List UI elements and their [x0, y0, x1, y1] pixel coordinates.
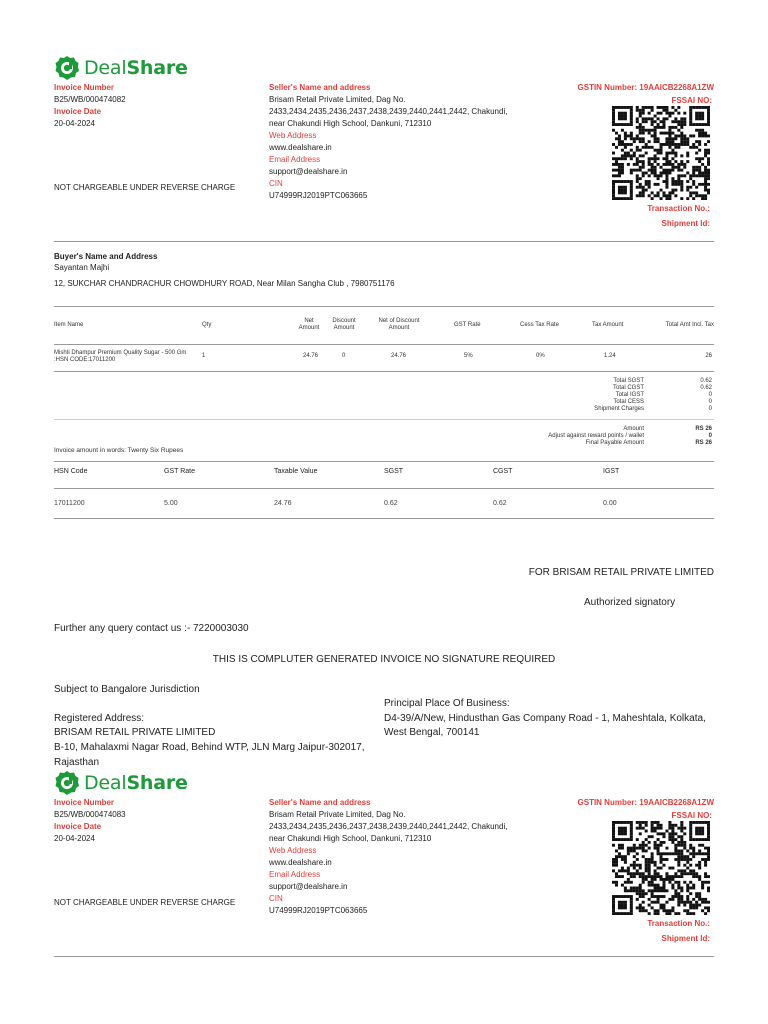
item-tax: 1.24 [604, 353, 616, 359]
col-header-cess-tax-rate: Cess Tax Rate [520, 322, 559, 328]
amount-label: Amount [623, 426, 644, 432]
total-sgst-value: 0.62 [700, 378, 712, 384]
col-header-net-of-discount: Net of Discount Amount [378, 318, 420, 331]
cin-number: U74999RJ2019PTC063665 [269, 906, 368, 915]
cin-label: CIN [269, 179, 283, 188]
item-cess: 0% [536, 353, 545, 359]
invoice-date: 20-04-2024 [54, 834, 95, 843]
dealshare-logo [54, 770, 188, 796]
reverse-charge-note: NOT CHARGEABLE UNDER REVERSE CHARGE [54, 898, 236, 907]
final-payable-value: RS 26 [695, 440, 712, 446]
seller-line2: 2433,2434,2435,2436,2437,2438,2439,2440,2441,2442, Chakundi, [269, 107, 508, 116]
seller-label: Seller's Name and address [269, 83, 371, 92]
hsn-igst: 0.00 [603, 500, 617, 507]
for-company: FOR BRISAM RETAIL PRIVATE LIMITED [528, 567, 714, 578]
item-gst-rate: 5% [464, 353, 473, 359]
dealshare-logo [54, 55, 188, 81]
divider [54, 461, 714, 462]
hsn-gst-rate: 5.00 [164, 500, 178, 507]
authorized-signatory: Authorized signatory [584, 597, 676, 608]
item-net-of-discount: 24.76 [391, 353, 407, 359]
item-qty: 1 [202, 353, 206, 359]
hsn-taxable-value: 24.76 [274, 500, 292, 507]
total-cess-label: Total CESS [613, 399, 644, 405]
shipment-charges-label: Shipment Charges [594, 406, 644, 412]
invoice-date: 20-04-2024 [54, 119, 95, 128]
col-header-tax-amount: Tax Amount [592, 322, 624, 328]
total-igst-label: Total IGST [615, 392, 644, 398]
principal-line1: D4-39/A/New, Hindusthan Gas Company Road - 1, Maheshtala, Kolkata, [384, 713, 706, 724]
buyer-address: 12, SUKCHAR CHANDRACHUR CHOWDHURY ROAD, Near Milan Sangha Club , 7980751176 [54, 279, 395, 288]
divider [54, 419, 714, 420]
buyer-label: Buyer's Name and Address [54, 252, 158, 261]
divider [54, 371, 714, 372]
email-label: Email Address [269, 870, 321, 879]
total-cess-value: 0 [708, 399, 712, 405]
fssai-number: FSSAI NO: [671, 811, 712, 820]
registered-line3: Rajasthan [54, 757, 100, 768]
registered-line2: B-10, Mahalaxmi Nagar Road, Behind WTP, JLN Marg Jaipur-302017, [54, 742, 365, 753]
shipment-id: Shipment Id: [661, 934, 710, 943]
gstin-number: GSTIN Number: 19AAICB2268A1ZW [577, 798, 714, 807]
amount-in-words: Invoice amount in words: Twenty Six Rupees [54, 447, 184, 454]
query-contact: Further any query contact us :- 7220003030 [54, 623, 249, 634]
hsn-cgst: 0.62 [493, 500, 507, 507]
dealshare-logo-icon [54, 770, 80, 796]
hsn-col-header-gst-rate: GST Rate [164, 468, 195, 475]
dealshare-logo-icon [54, 55, 80, 81]
gstin-number: GSTIN Number: 19AAICB2268A1ZW [577, 83, 714, 92]
divider [54, 306, 714, 307]
principal-place-label: Principal Place Of Business: [384, 698, 510, 709]
seller-line1: Brisam Retail Private Limited, Dag No. [269, 810, 406, 819]
item-discount: 0 [342, 353, 346, 359]
hsn-sgst: 0.62 [384, 500, 398, 507]
col-header-gst-rate: GST Rate [454, 322, 481, 328]
hsn-col-header-sgst: SGST [384, 468, 404, 475]
divider [54, 956, 714, 957]
cin-label: CIN [269, 894, 283, 903]
item-total: 26 [705, 353, 712, 359]
final-payable-label: Final Payable Amount [585, 440, 644, 446]
item-name: Mishti Dhampur Premium Quality Sugar - 500 Gm [54, 350, 187, 356]
web-address[interactable]: www.dealshare.in [269, 858, 332, 867]
divider [54, 241, 714, 242]
invoice-number-label: Invoice Number [54, 798, 115, 807]
item-hsn: :HSN CODE:17011200 [54, 357, 116, 363]
qr-code [612, 821, 710, 915]
email-label: Email Address [269, 155, 321, 164]
total-sgst-label: Total SGST [613, 378, 644, 384]
invoice-date-label: Invoice Date [54, 107, 102, 116]
web-label: Web Address [269, 846, 317, 855]
col-header-net-amount: Net Amount [298, 318, 320, 331]
email-address[interactable]: support@dealshare.in [269, 167, 348, 176]
seller-label: Seller's Name and address [269, 798, 371, 807]
col-header-item-name: Item Name [54, 322, 84, 328]
email-address[interactable]: support@dealshare.in [269, 882, 348, 891]
qr-code [612, 106, 710, 200]
invoice-date-label: Invoice Date [54, 822, 102, 831]
web-address[interactable]: www.dealshare.in [269, 143, 332, 152]
hsn-code: 17011200 [54, 500, 85, 507]
registered-line1: BRISAM RETAIL PRIVATE LIMITED [54, 727, 216, 738]
jurisdiction: Subject to Bangalore Jurisdiction [54, 684, 200, 695]
reverse-charge-note: NOT CHARGEABLE UNDER REVERSE CHARGE [54, 183, 236, 192]
col-header-total: Total Amt Incl. Tax [665, 322, 714, 328]
total-cgst-label: Total CGST [612, 385, 644, 391]
total-cgst-value: 0.62 [700, 385, 712, 391]
transaction-number: Transaction No.: [647, 204, 710, 213]
total-igst-value: 0 [708, 392, 712, 398]
item-net-amount: 24.76 [303, 353, 319, 359]
divider [54, 518, 714, 519]
web-label: Web Address [269, 131, 317, 140]
invoice-number: B25/WB/000474083 [54, 810, 126, 819]
computer-generated-note: THIS IS COMPLUTER GENERATED INVOICE NO SIGNATURE REQUIRED [212, 654, 556, 665]
amount-value: RS 26 [695, 426, 712, 432]
divider [54, 344, 714, 345]
divider [54, 488, 714, 489]
logo-text: DealShare [84, 772, 188, 794]
seller-line2: 2433,2434,2435,2436,2437,2438,2439,2440,2441,2442, Chakundi, [269, 822, 508, 831]
hsn-col-header-taxable-value: Taxable Value [274, 468, 318, 475]
col-header-qty: Qty [202, 322, 212, 328]
shipment-id: Shipment Id: [661, 219, 710, 228]
hsn-col-header-code: HSN Code [54, 468, 88, 475]
buyer-name: Sayantan Majhi [54, 263, 110, 272]
seller-line3: near Chakundi High School, Dankuni, 712310 [269, 119, 432, 128]
registered-address-label: Registered Address: [54, 713, 145, 724]
seller-line1: Brisam Retail Private Limited, Dag No. [269, 95, 406, 104]
logo-text: DealShare [84, 57, 188, 79]
reward-adjust-label: Adjust against reward points / wallet [548, 433, 644, 439]
reward-adjust-value: 0 [708, 433, 712, 439]
invoice-number: B25/WB/000474082 [54, 95, 126, 104]
invoice-number-label: Invoice Number [54, 83, 115, 92]
principal-line2: West Bengal, 700141 [384, 727, 480, 738]
seller-line3: near Chakundi High School, Dankuni, 712310 [269, 834, 432, 843]
hsn-col-header-igst: IGST [603, 468, 620, 475]
transaction-number: Transaction No.: [647, 919, 710, 928]
cin-number: U74999RJ2019PTC063665 [269, 191, 368, 200]
shipment-charges-value: 0 [708, 406, 712, 412]
hsn-col-header-cgst: CGST [493, 468, 513, 475]
col-header-discount-amount: Discount Amount [332, 318, 356, 331]
fssai-number: FSSAI NO: [671, 96, 712, 105]
